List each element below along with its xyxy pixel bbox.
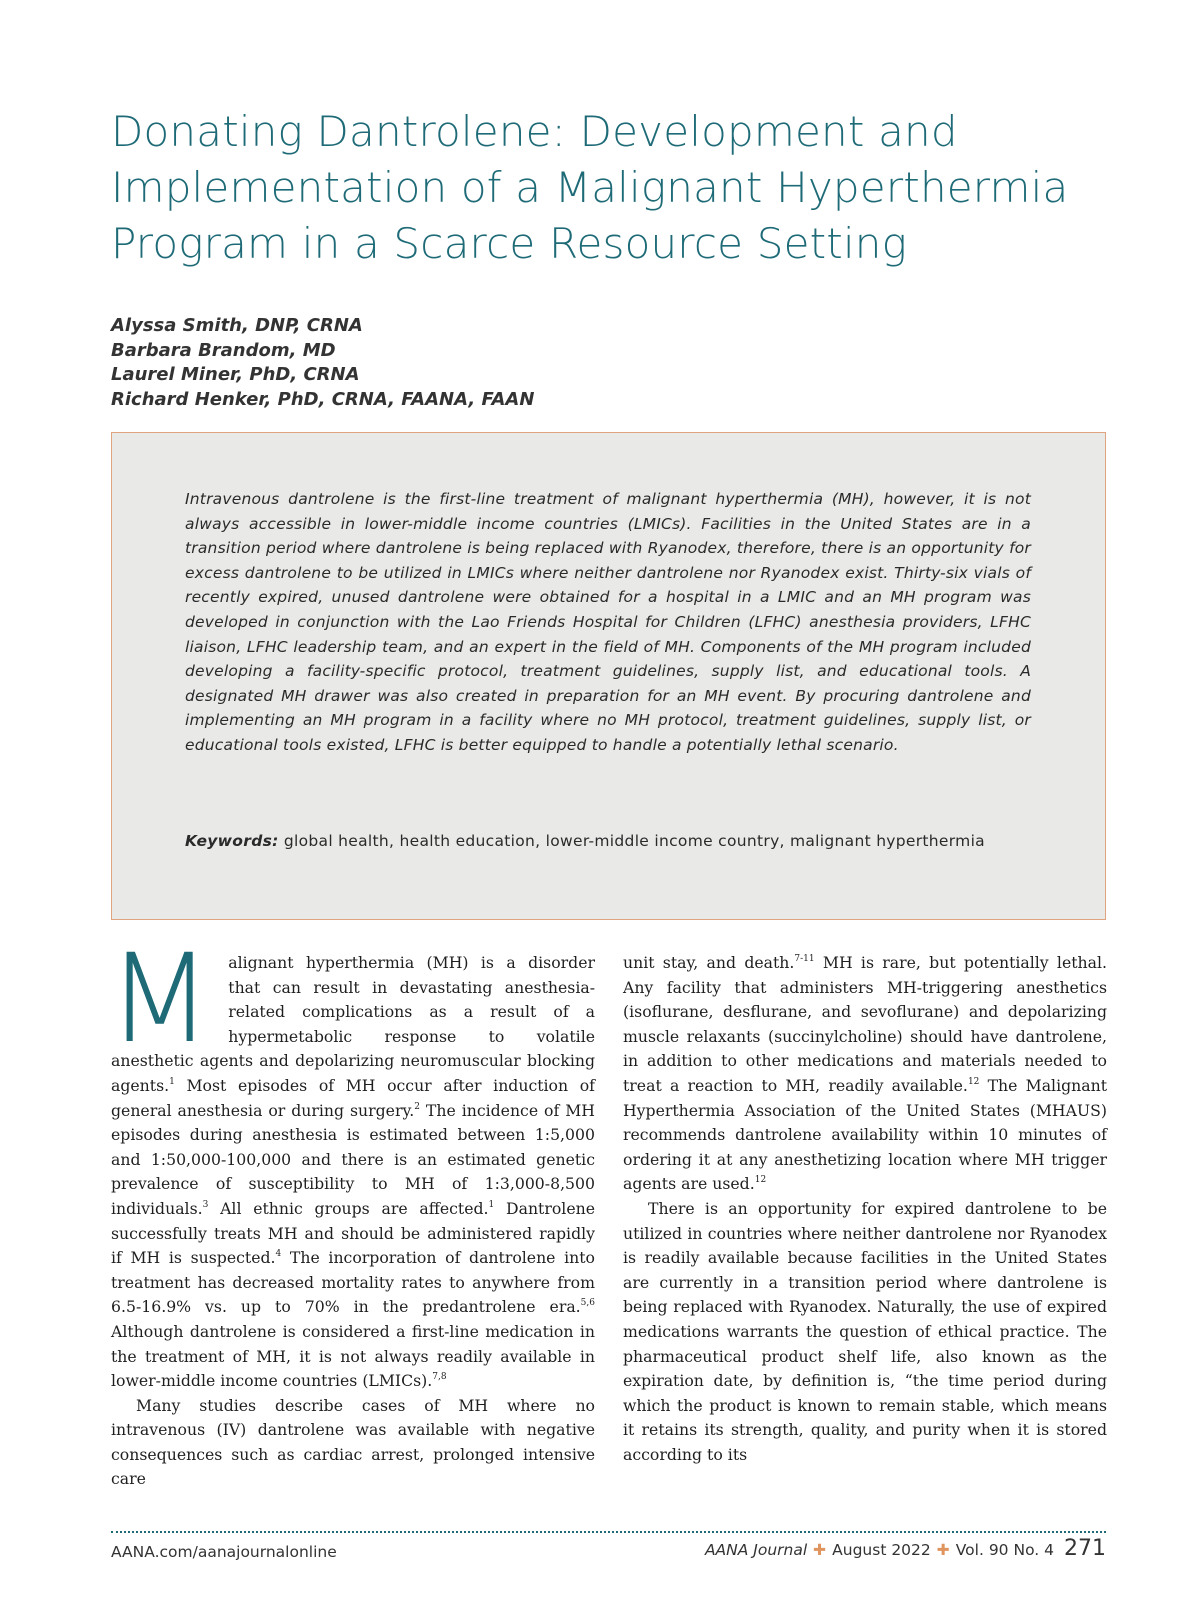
citation[interactable]: 12: [967, 1076, 980, 1087]
page-number: 271: [1064, 1536, 1106, 1561]
title-line: Program in a Scarce Resource Setting: [111, 219, 908, 268]
plus-icon: ✚: [936, 1541, 950, 1559]
body-column-right: [623, 951, 1107, 1467]
body-paragraph: [623, 951, 1107, 1197]
body-text: All ethnic groups are affected.: [208, 1198, 489, 1218]
body-text: The incidence of MH episodes during anesthesia is estimated between 1:5,000 and 1:50,000-100,000 and there is an estimated genetic prevalence of susceptibility to MH of 1:3,000-8,500 individuals.: [111, 1100, 595, 1218]
body-text: Although dantrolene is considered a first-line medication in the treatment of MH, it is not always readily available in lower-middle income countries (LMICs).: [111, 1321, 595, 1391]
body-paragraph: [107, 928, 595, 1394]
footer-rule: [111, 1531, 1106, 1533]
body-text: The incorporation of dantrolene into treatment has decreased mortality rates to anywhere from 6.5-16.9% vs. up to 70% in the predantrolene era.: [111, 1248, 595, 1317]
citation[interactable]: 2: [414, 1101, 420, 1112]
citation[interactable]: 1: [488, 1199, 495, 1210]
author-name: Alyssa Smith, DNP, CRNA: [111, 315, 363, 336]
abstract-text: Intravenous dantrolene is the first-line treatment of malignant hyperthermia (MH), however, it is not always accessible in lower-middle income countries (LMICs). Facilities in the United States are in a transition period where dantrolene is being replaced with Ryanodex, therefore, there is an opportunity for excess dantrolene to be utilized in LMICs where neither dantrolene nor Ryanodex exist. Thirty-six vials of recently expired, unused dantrolene were obtained for a hospital in a LMIC and an MH program was developed in conjunction with the Lao Friends Hospital for Children (LFHC) anesthesia providers, LFHC liaison, LFHC leadership team, and an expert in the field of MH. Components of the MH program included developing a facility-specific protocol, treatment guidelines, supply list, and educational tools. A designated MH drawer was also created in preparation for an MH event. By procuring dantrolene and implementing an MH program in a facility where no MH protocol, treatment guidelines, supply list, or educational tools existed, LFHC is better equipped to handle a potentially lethal scenario.: [185, 490, 1031, 754]
article-title: [111, 104, 1121, 272]
keywords-label: Keywords:: [185, 832, 279, 850]
citation[interactable]: 12: [754, 1175, 767, 1186]
abstract-box: [111, 432, 1106, 920]
body-column-left: [107, 928, 595, 1492]
volume-number: Vol. 90 No. 4: [955, 1541, 1054, 1559]
citation[interactable]: 4: [275, 1249, 282, 1260]
footer-citation: [705, 1536, 1106, 1561]
body-text: Most episodes of MH occur after induction of general anesthesia or during surgery.: [111, 1075, 595, 1120]
issue-date: August 2022: [832, 1541, 931, 1559]
drop-cap: M: [107, 928, 213, 1070]
body-text: MH is rare, but potentially lethal. Any facility that administers MH-triggering anesthetics (isoflurane, desflurane, and sevoflurane) and depolarizing muscle relaxants (succinylcholine) should have dantrolene, in addition to other medications and materials needed to treat a reaction to MH, readily available.: [623, 953, 1107, 1095]
body-paragraph: Many studies describe cases of MH where no intravenous (IV) dantrolene was available with negative consequences such as cardiac arrest, prolonged intensive care: [111, 1395, 595, 1489]
body-text: The Malignant Hyperthermia Association of the United States (MHAUS) recommends dantrolene availability within 10 minutes of ordering it at any anesthetizing location where MH trigger agents are used.: [623, 1075, 1107, 1194]
citation[interactable]: 7-11: [794, 954, 815, 964]
title-line: Implementation of a Malignant Hyperthermia: [111, 163, 1069, 212]
author-name: Laurel Miner, PhD, CRNA: [111, 364, 360, 385]
body-paragraph: There is an opportunity for expired dantrolene to be utilized in countries where neither dantrolene nor Ryanodex is readily available because facilities in the United States are currently in a transition period where dantrolene is being replaced with Ryanodex. Naturally, the use of expired medications warrants the question of ethical practice. The pharmaceutical product shelf life, also known as the expiration date, by definition is, “the time period during which the product is known to remain stable, which means it retains its strength, quality, and purity when it is stored according to its: [623, 1198, 1107, 1464]
footer-url[interactable]: AANA.com/aanajournalonline: [111, 1543, 337, 1561]
body-text: unit stay, and death.: [623, 953, 795, 972]
citation[interactable]: 7,8: [432, 1372, 447, 1383]
body-text: alignant hyperthermia (MH) is a disorder that can result in devastating anesthesia-related complications as a result of a hypermetabolic response to volatile anesthetic agents and depolarizing neuromuscular blocking agents.: [111, 953, 595, 1095]
author-name: Richard Henker, PhD, CRNA, FAANA, FAAN: [111, 388, 535, 410]
citation[interactable]: 5,6: [580, 1298, 595, 1309]
body-text: Dantrolene successfully treats MH and should be administered rapidly if MH is suspected.: [111, 1198, 595, 1268]
author-list: [111, 314, 534, 412]
title-line: Donating Dantrolene: Development and: [111, 107, 958, 156]
keywords-list: global health, health education, lower-middle income country, malignant hyperthermia: [283, 832, 985, 850]
plus-icon: ✚: [813, 1541, 827, 1559]
keywords: [185, 829, 1031, 854]
citation[interactable]: 1: [169, 1076, 175, 1087]
author-name: Barbara Brandom, MD: [111, 339, 336, 361]
citation[interactable]: 3: [202, 1199, 209, 1210]
journal-name: AANA Journal: [704, 1541, 808, 1559]
